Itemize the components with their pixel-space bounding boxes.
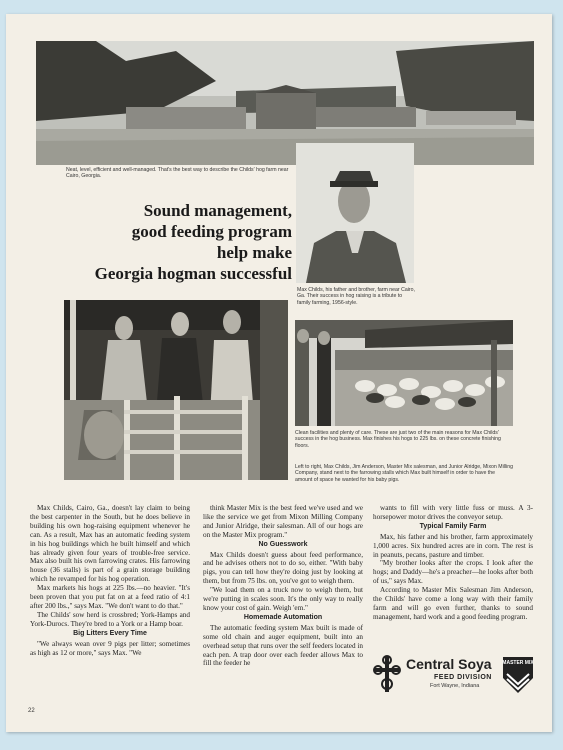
three-men-caption: Left to right, Max Childs, Jim Anderson, Master Mix salesman, and Junior Alridge, Mixon Milling Company, stand next to the farrowing stalls which Max built himself in order to have the amount of space he wanted for his baby pigs.	[295, 464, 513, 483]
central-soya-logo	[372, 652, 542, 698]
article-column-3	[373, 504, 533, 622]
farm-caption: Neat, level, efficient and well-managed. That's the best way to describe the Childs' hog farm near Cairo, Georgia.	[66, 167, 289, 180]
feedlot-photo	[295, 320, 513, 426]
article-paragraph: "My brother looks after the crops. I look after the hogs; and Daddy—he's a preacher—he looks after both of us," says Max.	[373, 559, 533, 586]
page-number: 22	[28, 708, 35, 714]
subhead-no-guesswork: No Guesswork	[258, 540, 308, 548]
central-soya-emblem-icon	[372, 654, 402, 694]
portrait-photo	[296, 143, 414, 283]
article-paragraph: think Master Mix is the best feed we've used and we like the service we get from Mixon Milling Company and Junior Alridge, their salesman. All of our hogs are on the Master Mix program."	[203, 504, 363, 539]
badge-label: MASTER MIX	[502, 660, 534, 666]
feedlot-caption: Clean facilities and plenty of care. These are just two of the main reasons for Max Childs' success in the hog business. Max finishes his hogs to 225 lbs. on these concrete finishing floors.	[295, 430, 501, 449]
headline	[60, 200, 292, 284]
article-paragraph: "We load them on a truck now to weigh them, but we're putting in scales soon. It's the only way to really know your cost of gain. Weigh 'em."	[203, 586, 363, 612]
article-paragraph: Max Childs doesn't guess about feed performance, and he advises others not to do so, either. "With baby pigs, you can tell how they're doing just by looking at them, but from 75 lbs. on, you've got to weigh them.	[203, 550, 363, 586]
article-column-1	[30, 504, 190, 657]
subhead-typical-family-farm: Typical Family Farm	[419, 522, 487, 530]
article-paragraph: Max Childs, Cairo, Ga., doesn't lay claim to being the best carpenter in the South, but he does believe in building his own hog-raising equipment whenever he can. As a result, Max has an automatic feeding system in his hog buildings which he built himself and which has already given four years of trouble-free service. Max also built his own farrowing crates. His farrowing house (36 stalls) is part of a grain storage building which he revamped for his hog operation.	[30, 504, 190, 584]
article-paragraph: wants to fill with very little fuss or muss. A 3-horsepower motor drives the conveyor setup.	[373, 504, 533, 521]
article-paragraph: The Childs' sow herd is crossbred; York-Hamps and York-Durocs. They're bred to a York or a Hamp boar.	[30, 610, 190, 628]
article-paragraph: Max, his father and his brother, farm approximately 1,000 acres. Six hundred acres are in corn. The rest is in peanuts, pecans, pasture and timber.	[373, 532, 533, 559]
article-paragraph: The automatic feeding system Max built is made of some old chain and auger equipment, built into an overhead setup that runs over the self feeders located in each pen. A trap door over each feeder allows Max to fill the feeder he	[203, 623, 363, 668]
article-paragraph: According to Master Mix Salesman Jim Anderson, the Childs' have come a long way with their family farm and will go even further, thanks to sound management, hard work and a good feeding program.	[373, 586, 533, 621]
brand-division: FEED DIVISION	[434, 674, 492, 681]
article-paragraph: Max markets his hogs at 225 lbs.—no heavier. "It's been proven that you put fat on at a feed ratio of 4:1 after 200 lbs.," says Max. "We don't want to do that."	[30, 584, 190, 610]
headline-line-1: Sound management,	[143, 201, 292, 220]
article-column-2	[203, 504, 363, 668]
portrait-caption: Max Childs, his father and brother, farm near Cairo, Ga. Their success in hog raising is a tribute to family farming, 1956-style.	[297, 287, 415, 306]
farm-photo	[36, 41, 534, 165]
subhead-homemade-automation: Homemade Automation	[243, 613, 323, 621]
subhead-big-litters: Big Litters Every Time	[73, 629, 147, 637]
master-mix-badge	[502, 656, 534, 694]
brand-name: Central Soya	[406, 656, 492, 672]
three-men-photo	[64, 300, 288, 480]
brand-city: Fort Wayne, Indiana	[430, 683, 480, 689]
article-paragraph: "We always wean over 9 pigs per litter; sometimes as high as 12 or more," says Max. "We	[30, 639, 190, 657]
headline-line-2: good feeding program	[131, 222, 292, 241]
headline-line-4: Georgia hogman successful	[94, 264, 292, 283]
headline-line-3: help make	[216, 243, 292, 262]
